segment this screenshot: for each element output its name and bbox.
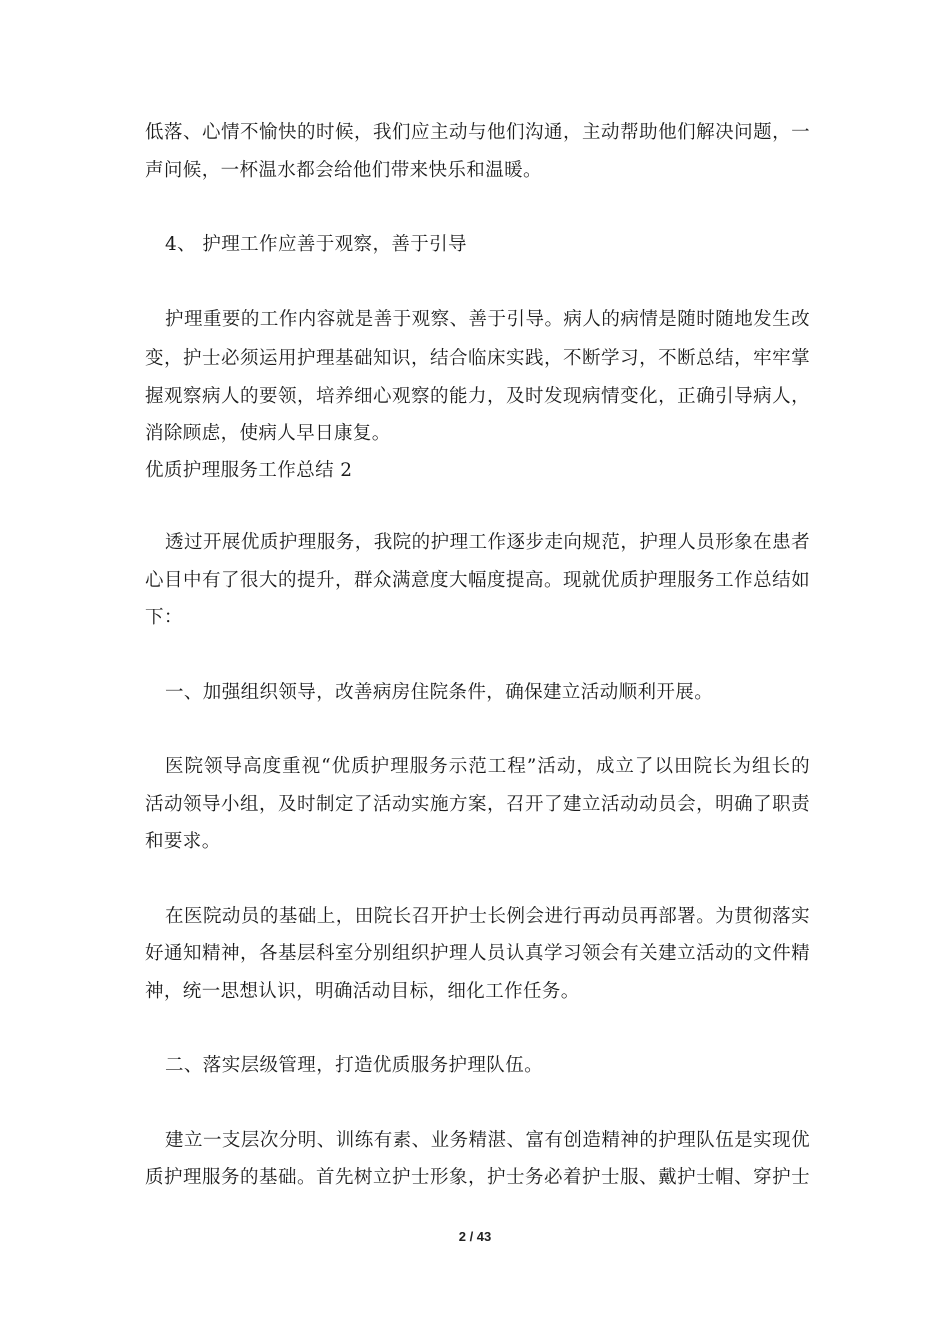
body-text-line: 心目中有了很大的提升，群众满意度大幅度提高。现就优质护理服务工作总结如 <box>145 570 810 591</box>
body-text-line: 在医院动员的基础上，田院长召开护士长例会进行再动员再部署。为贯彻落实 <box>165 906 810 927</box>
body-text-line: 变，护士必须运用护理基础知识，结合临床实践，不断学习，不断总结，牢牢掌 <box>145 348 810 369</box>
body-text-line: 建立一支层次分明、训练有素、业务精湛、富有创造精神的护理队伍是实现优 <box>165 1130 810 1151</box>
body-text-line: 活动领导小组，及时制定了活动实施方案，召开了建立活动动员会，明确了职责 <box>145 794 810 815</box>
body-text-line: 神，统一思想认识，明确活动目标，细化工作任务。 <box>145 981 580 1002</box>
body-text-line: 透过开展优质护理服务，我院的护理工作逐步走向规范，护理人员形象在患者 <box>165 532 810 553</box>
page-number: 2 / 43 <box>458 1229 492 1244</box>
body-text-line: 消除顾虑，使病人早日康复。 <box>145 423 391 444</box>
body-text-line: 医院领导高度重视“优质护理服务示范工程”活动，成立了以田院长为组长的 <box>165 756 810 777</box>
body-text-line: 低落、心情不愉快的时候，我们应主动与他们沟通，主动帮助他们解决问题，一 <box>145 122 810 143</box>
body-text-line: 下： <box>145 607 183 628</box>
body-text-line: 握观察病人的要领，培养细心观察的能力，及时发现病情变化，正确引导病人， <box>145 386 810 407</box>
body-text-line: 护理重要的工作内容就是善于观察、善于引导。病人的病情是随时随地发生改 <box>165 309 810 330</box>
body-text-line: 质护理服务的基础。首先树立护士形象，护士务必着护士服、戴护士帽、穿护士 <box>145 1167 810 1188</box>
body-text-line: 声问候，一杯温水都会给他们带来快乐和温暖。 <box>145 160 542 181</box>
document-subtitle: 优质护理服务工作总结 2 <box>145 460 353 481</box>
section-heading: 一、加强组织领导，改善病房住院条件，确保建立活动顺利开展。 <box>165 682 714 703</box>
body-text-line: 好通知精神，各基层科室分别组织护理人员认真学习领会有关建立活动的文件精 <box>145 943 810 964</box>
section-heading: 4、 护理工作应善于观察，善于引导 <box>165 234 467 255</box>
section-heading: 二、落实层级管理，打造优质服务护理队伍。 <box>165 1055 544 1076</box>
body-text-line: 和要求。 <box>145 831 221 852</box>
